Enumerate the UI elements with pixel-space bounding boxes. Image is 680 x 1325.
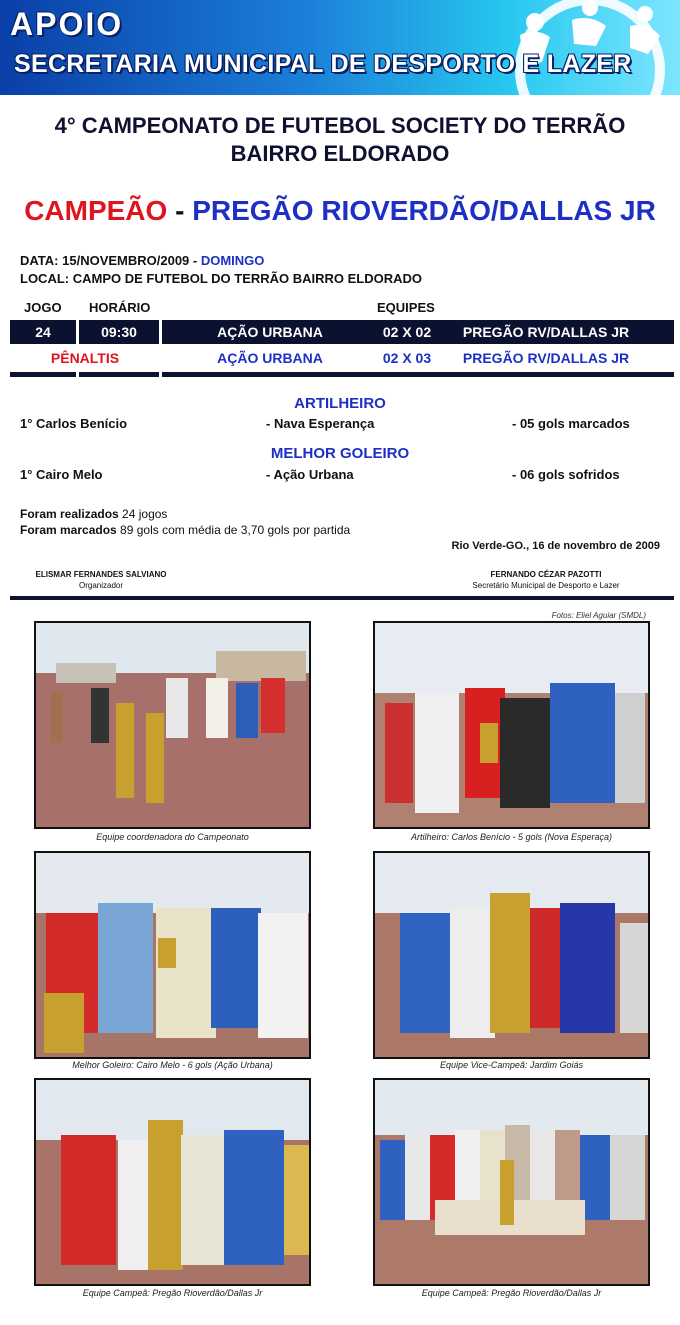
- match-team1: AÇÃO URBANA: [217, 324, 323, 340]
- photo-top-scorer: [373, 621, 650, 829]
- match-team2: PREGÃO RV/DALLAS JR: [462, 324, 630, 340]
- penalties-score: 02 X 03: [382, 350, 432, 366]
- table-divider: [162, 372, 674, 377]
- penalties-label: PÊNALTIS: [50, 350, 120, 366]
- photo-caption: Equipe Campeã: Pregão Rioverdão/Dallas Jr: [421, 1288, 602, 1298]
- signature-left-name: ELISMAR FERNANDES SALVIANO: [35, 570, 167, 579]
- champion-team: PREGÃO RIOVERDÃO/DALLAS JR: [192, 195, 656, 226]
- artilheiro-team: - Nava Esperança: [266, 416, 375, 431]
- photo-champion-team: [34, 1078, 311, 1286]
- penalties-team2: PREGÃO RV/DALLAS JR: [462, 350, 630, 366]
- event-day: DOMINGO: [200, 253, 265, 268]
- event-date: [20, 253, 264, 268]
- signature-right-name: FERNANDO CÉZAR PAZOTTI: [490, 570, 602, 579]
- match-jogo: 24: [10, 320, 76, 344]
- champion-label: CAMPEÃO: [24, 195, 168, 226]
- soccer-players-logo-icon: [440, 0, 680, 95]
- banner-secretaria: SECRETARIA MUNICIPAL DE DESPORTO E LAZER: [14, 50, 632, 78]
- championship-title: 4° CAMPEONATO DE FUTEBOL SOCIETY DO TERRÃO: [54, 113, 626, 138]
- artilheiro-stat: - 05 gols marcados: [512, 416, 630, 431]
- photo-caption: Melhor Goleiro: Cairo Melo - 6 gols (Ação Urbana): [72, 1060, 273, 1070]
- photo-coordination-team: [34, 621, 311, 829]
- photo-runner-up: [373, 851, 650, 1059]
- banner-apoio: APOIO: [10, 6, 124, 42]
- stats-games-label: Foram realizados: [20, 507, 119, 521]
- photo-champion-team-group: [373, 1078, 650, 1286]
- photo-caption: Equipe Campeã: Pregão Rioverdão/Dallas Jr: [82, 1288, 263, 1298]
- photo-caption: Equipe coordenadora do Campeonato: [96, 832, 249, 842]
- photo-best-goalkeeper: [34, 851, 311, 1059]
- stats-games: [20, 507, 167, 521]
- stats-goals-value: 89 gols com média de 3,70 gols por partida: [120, 523, 351, 537]
- event-location: LOCAL: CAMPO DE FUTEBOL DO TERRÃO BAIRRO ELDORADO: [20, 271, 423, 286]
- photo-caption: Equipe Vice-Campeã: Jardim Goiás: [440, 1060, 583, 1070]
- header-banner: [0, 0, 680, 95]
- table-divider: [79, 372, 159, 377]
- photo-credit: Fotos: Eliel Aguiar (SMDL): [551, 611, 646, 620]
- stats-goals-label: Foram marcados: [20, 523, 117, 537]
- artilheiro-name: 1° Carlos Benício: [20, 416, 128, 431]
- header-horario: HORÁRIO: [89, 300, 151, 315]
- match-score: 02 X 02: [382, 324, 432, 340]
- header-jogo: JOGO: [24, 300, 62, 315]
- match-horario: 09:30: [79, 320, 159, 344]
- header-equipes: EQUIPES: [377, 300, 435, 315]
- stats-games-value: 24 jogos: [122, 507, 168, 521]
- goleiro-team: - Ação Urbana: [266, 467, 354, 482]
- championship-subtitle: BAIRRO ELDORADO: [230, 141, 450, 166]
- date-place: Rio Verde-GO., 16 de novembro de 2009: [451, 540, 660, 552]
- event-date-label: DATA: 15/NOVEMBRO/2009 -: [20, 253, 201, 268]
- goleiro-heading: MELHOR GOLEIRO: [270, 445, 410, 462]
- photo-caption: Artilheiro: Carlos Benício - 5 gols (Nova Esperaça): [410, 832, 613, 842]
- champion-dash: -: [175, 195, 185, 226]
- signature-right-role: Secretário Municipal de Desporto e Lazer: [472, 581, 620, 590]
- signature-left-role: Organizador: [78, 581, 124, 590]
- stats-goals: [20, 523, 350, 537]
- goleiro-stat: - 06 gols sofridos: [512, 467, 620, 482]
- table-divider: [10, 372, 76, 377]
- artilheiro-heading: ARTILHEIRO: [294, 395, 386, 412]
- section-divider: [10, 596, 674, 600]
- goleiro-name: 1° Cairo Melo: [20, 467, 103, 482]
- champion-heading: [0, 195, 680, 227]
- penalties-team1: AÇÃO URBANA: [217, 350, 323, 366]
